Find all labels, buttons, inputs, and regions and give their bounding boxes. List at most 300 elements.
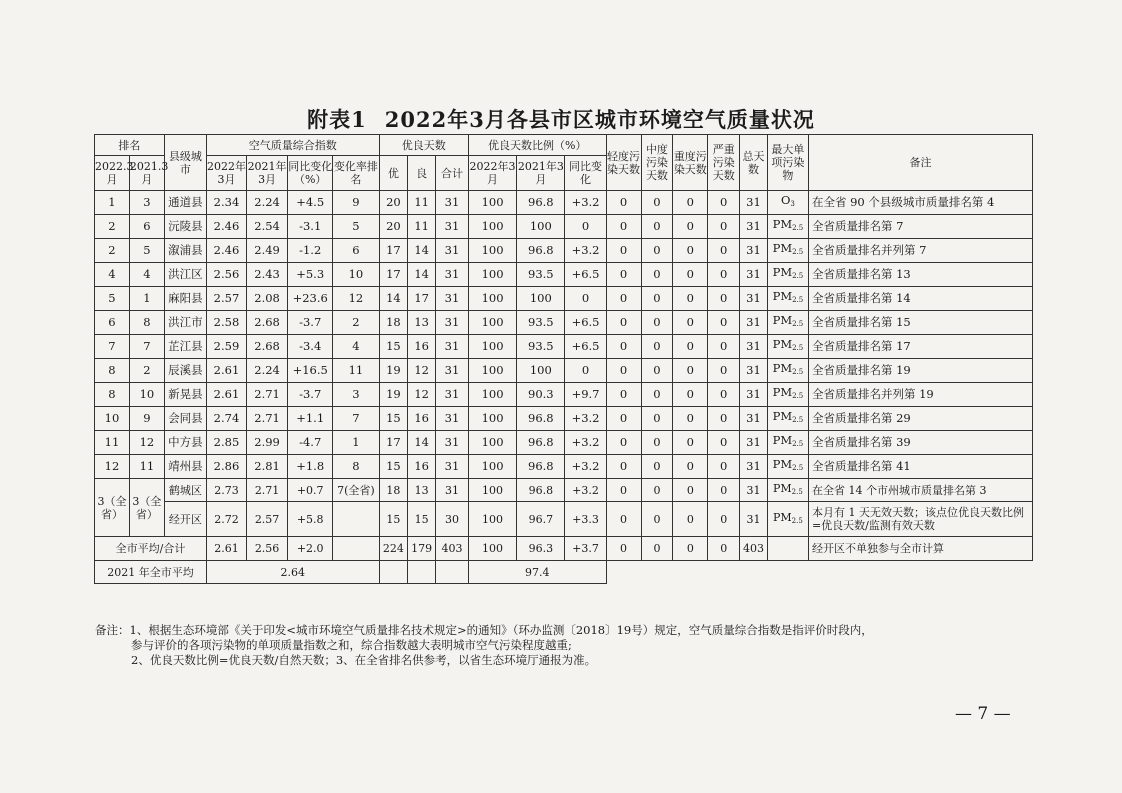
cell-total: 30	[436, 502, 469, 537]
cell-pollutant: $PM_{2.5}$	[767, 383, 808, 407]
cell-ratio-2022: 100	[468, 479, 516, 502]
cell-aqi-yoy: +23.6	[288, 287, 333, 311]
cell-city: 靖州县	[164, 455, 206, 479]
cell-rank-2021: 12	[129, 431, 164, 455]
cell-aqi-yoy: -4.7	[288, 431, 333, 455]
cell-light: 0	[606, 191, 641, 215]
cell-remark: 全省质量排名第 39	[808, 431, 1032, 455]
cell-aqi-2022: 2.46	[206, 239, 246, 263]
cell-excellent: 19	[379, 359, 408, 383]
air-quality-table	[94, 134, 1033, 584]
cell-severe: 0	[708, 407, 740, 431]
cell-total: 31	[436, 311, 469, 335]
cell-ratio-yoy: 0	[565, 359, 606, 383]
cell-heavy: 0	[673, 191, 708, 215]
cell-ratio-2021: 93.5	[517, 311, 565, 335]
cell-rank-2022: 1	[95, 191, 130, 215]
cell-city: 麻阳县	[164, 287, 206, 311]
cell-severe: 0	[708, 215, 740, 239]
cell-aqi-2022: 2.86	[206, 455, 246, 479]
table-row	[95, 335, 1033, 359]
cell-moderate: 0	[641, 502, 673, 537]
cell-total-days: 31	[740, 359, 768, 383]
header-ratio-2022: 2022年3月	[468, 156, 516, 191]
cell-rate-rank: 11	[333, 359, 379, 383]
average-label: 全市平均/合计	[95, 537, 207, 561]
cell-city: 溆浦县	[164, 239, 206, 263]
cell-aqi-yoy: +1.8	[288, 455, 333, 479]
page-title	[0, 104, 1122, 134]
cell-ratio-2022: 100	[468, 431, 516, 455]
cell-aqi-yoy: -3.4	[288, 335, 333, 359]
cell-rank-2022: 5	[95, 287, 130, 311]
cell-rate-rank	[333, 502, 379, 537]
header-aqi-group: 空气质量综合指数	[206, 135, 379, 156]
cell-aqi-yoy: +5.3	[288, 263, 333, 287]
header-county: 县级城市	[164, 135, 206, 191]
cell-city: 通道县	[164, 191, 206, 215]
cell-total: 31	[436, 359, 469, 383]
cell-pollutant: $PM_{2.5}$	[767, 431, 808, 455]
cell-ratio-2022: 100	[468, 383, 516, 407]
cell-ratio-2021: 100	[517, 359, 565, 383]
avg2021-empty	[408, 561, 436, 584]
footnote	[95, 623, 1035, 668]
cell-city: 新晃县	[164, 383, 206, 407]
header-aqi-2021: 2021年3月	[247, 156, 288, 191]
cell-ratio-2021: 96.8	[517, 431, 565, 455]
cell-aqi-yoy: -1.2	[288, 239, 333, 263]
cell-remark: 全省质量排名并列第 7	[808, 239, 1032, 263]
cell-total-days: 31	[740, 311, 768, 335]
cell-severe: 0	[708, 431, 740, 455]
avg-pollutant	[767, 537, 808, 561]
cell-aqi-2022: 2.57	[206, 287, 246, 311]
cell-rank-2021: 4	[129, 263, 164, 287]
cell-light: 0	[606, 479, 641, 502]
footnote-line1: 备注：1、根据生态环境部《关于印发<城市环境空气质量排名技术规定>的通知》（环办监测〔2018〕19号）规定，空气质量综合指数是指评价时段内，	[95, 623, 873, 637]
cell-moderate: 0	[641, 407, 673, 431]
cell-ratio-yoy: +6.5	[565, 263, 606, 287]
cell-aqi-2021: 2.68	[247, 311, 288, 335]
cell-excellent: 17	[379, 239, 408, 263]
header-ratio-yoy: 同比变化	[565, 156, 606, 191]
cell-ratio-2021: 100	[517, 287, 565, 311]
cell-severe: 0	[708, 455, 740, 479]
cell-ratio-yoy: 0	[565, 215, 606, 239]
table-row	[95, 383, 1033, 407]
cell-excellent: 15	[379, 455, 408, 479]
cell-light: 0	[606, 455, 641, 479]
cell-total: 31	[436, 335, 469, 359]
cell-good: 14	[408, 263, 436, 287]
cell-ratio-2021: 96.8	[517, 191, 565, 215]
cell-remark: 全省质量排名并列第 19	[808, 383, 1032, 407]
table-row	[95, 455, 1033, 479]
cell-heavy: 0	[673, 239, 708, 263]
cell-good: 16	[408, 335, 436, 359]
cell-rank-2021: 7	[129, 335, 164, 359]
cell-total-days: 31	[740, 479, 768, 502]
cell-rank-2021: 9	[129, 407, 164, 431]
title-main: 2022年3月各县市区城市环境空气质量状况	[384, 107, 815, 132]
cell-ratio-2022: 100	[468, 287, 516, 311]
header-excellent: 优	[379, 156, 408, 191]
cell-good: 15	[408, 502, 436, 537]
cell-aqi-2021: 2.71	[247, 407, 288, 431]
cell-aqi-2022: 2.56	[206, 263, 246, 287]
cell-pollutant: $PM_{2.5}$	[767, 239, 808, 263]
cell-remark: 全省质量排名第 14	[808, 287, 1032, 311]
avg-ratio-yoy: +3.7	[565, 537, 606, 561]
cell-ratio-yoy: 0	[565, 287, 606, 311]
avg2021-label: 2021 年全市平均	[95, 561, 207, 584]
cell-light: 0	[606, 263, 641, 287]
header-light: 轻度污染天数	[606, 135, 641, 191]
cell-aqi-2021: 2.54	[247, 215, 288, 239]
cell-heavy: 0	[673, 431, 708, 455]
cell-light: 0	[606, 215, 641, 239]
cell-light: 0	[606, 311, 641, 335]
cell-ratio-2022: 100	[468, 335, 516, 359]
header-good: 良	[408, 156, 436, 191]
cell-ratio-2022: 100	[468, 502, 516, 537]
cell-total: 31	[436, 263, 469, 287]
cell-light: 0	[606, 359, 641, 383]
footnote-line2: 参与评价的各项污染物的单项质量指数之和，综合指数越大表明城市空气污染程度越重;	[131, 638, 572, 652]
cell-excellent: 15	[379, 335, 408, 359]
avg-aqi-yoy: +2.0	[288, 537, 333, 561]
cell-moderate: 0	[641, 215, 673, 239]
cell-moderate: 0	[641, 479, 673, 502]
cell-ratio-2022: 100	[468, 191, 516, 215]
cell-total: 31	[436, 479, 469, 502]
avg-light: 0	[606, 537, 641, 561]
avg-severe: 0	[708, 537, 740, 561]
cell-light: 0	[606, 287, 641, 311]
cell-moderate: 0	[641, 431, 673, 455]
cell-total: 31	[436, 407, 469, 431]
header-ratio-2021: 2021年3月	[517, 156, 565, 191]
cell-ratio-yoy: +9.7	[565, 383, 606, 407]
avg-heavy: 0	[673, 537, 708, 561]
table-row	[95, 407, 1033, 431]
cell-ratio-2021: 96.8	[517, 479, 565, 502]
cell-rank-2022: 8	[95, 359, 130, 383]
cell-aqi-2021: 2.99	[247, 431, 288, 455]
cell-rank-2021: 8	[129, 311, 164, 335]
header-heavy: 重度污染天数	[673, 135, 708, 191]
cell-ratio-2022: 100	[468, 359, 516, 383]
cell-ratio-2022: 100	[468, 215, 516, 239]
cell-ratio-yoy: +3.2	[565, 479, 606, 502]
cell-rank-2022: 2	[95, 239, 130, 263]
header-max-pollutant: 最大单项污染物	[767, 135, 808, 191]
table-row	[95, 287, 1033, 311]
cell-moderate: 0	[641, 239, 673, 263]
cell-aqi-2022: 2.61	[206, 383, 246, 407]
cell-aqi-2021: 2.24	[247, 191, 288, 215]
cell-rank-2021: 10	[129, 383, 164, 407]
cell-moderate: 0	[641, 383, 673, 407]
cell-light: 0	[606, 431, 641, 455]
cell-ratio-yoy: +6.5	[565, 335, 606, 359]
cell-severe: 0	[708, 383, 740, 407]
cell-severe: 0	[708, 502, 740, 537]
cell-moderate: 0	[641, 311, 673, 335]
avg-rate-rank	[333, 537, 379, 561]
special-rank-2022: 3（全省）	[95, 479, 130, 537]
cell-light: 0	[606, 239, 641, 263]
cell-total-days: 31	[740, 383, 768, 407]
cell-aqi-2022: 2.74	[206, 407, 246, 431]
cell-rank-2021: 1	[129, 287, 164, 311]
cell-aqi-yoy: -3.7	[288, 311, 333, 335]
cell-good: 13	[408, 479, 436, 502]
cell-ratio-yoy: +6.5	[565, 311, 606, 335]
cell-rate-rank: 5	[333, 215, 379, 239]
cell-ratio-2021: 96.8	[517, 239, 565, 263]
cell-pollutant: $O_3$	[767, 191, 808, 215]
cell-ratio-2021: 100	[517, 215, 565, 239]
cell-rate-rank: 1	[333, 431, 379, 455]
cell-aqi-2022: 2.58	[206, 311, 246, 335]
cell-ratio-2021: 96.8	[517, 407, 565, 431]
cell-heavy: 0	[673, 359, 708, 383]
cell-city: 鹤城区	[164, 479, 206, 502]
cell-moderate: 0	[641, 455, 673, 479]
cell-good: 16	[408, 455, 436, 479]
avg-good: 179	[408, 537, 436, 561]
cell-rate-rank: 2	[333, 311, 379, 335]
special-rank-2021: 3（全省）	[129, 479, 164, 537]
cell-pollutant: $PM_{2.5}$	[767, 311, 808, 335]
cell-aqi-2021: 2.71	[247, 383, 288, 407]
cell-rate-rank: 3	[333, 383, 379, 407]
cell-excellent: 17	[379, 263, 408, 287]
cell-remark: 本月有 1 天无效天数；该点位优良天数比例=优良天数/监测有效天数	[808, 502, 1032, 537]
cell-ratio-yoy: +3.2	[565, 191, 606, 215]
cell-aqi-yoy: +1.1	[288, 407, 333, 431]
cell-heavy: 0	[673, 215, 708, 239]
cell-pollutant: $PM_{2.5}$	[767, 287, 808, 311]
cell-aqi-2021: 2.24	[247, 359, 288, 383]
cell-ratio-2021: 96.7	[517, 502, 565, 537]
cell-total-days: 31	[740, 335, 768, 359]
cell-total-days: 31	[740, 215, 768, 239]
cell-heavy: 0	[673, 455, 708, 479]
cell-good: 14	[408, 239, 436, 263]
avg-total: 403	[436, 537, 469, 561]
cell-rank-2022: 4	[95, 263, 130, 287]
cell-rank-2022: 7	[95, 335, 130, 359]
cell-ratio-2022: 100	[468, 311, 516, 335]
cell-total-days: 31	[740, 407, 768, 431]
cell-moderate: 0	[641, 359, 673, 383]
cell-total-days: 31	[740, 263, 768, 287]
cell-city: 经开区	[164, 502, 206, 537]
header-total-days: 总天数	[740, 135, 768, 191]
cell-ratio-yoy: +3.2	[565, 239, 606, 263]
cell-total: 31	[436, 239, 469, 263]
cell-ratio-yoy: +3.2	[565, 431, 606, 455]
cell-remark: 全省质量排名第 15	[808, 311, 1032, 335]
cell-moderate: 0	[641, 287, 673, 311]
cell-aqi-yoy: -3.1	[288, 215, 333, 239]
cell-excellent: 18	[379, 479, 408, 502]
cell-rate-rank: 7(全省)	[333, 479, 379, 502]
table-row	[95, 359, 1033, 383]
cell-light: 0	[606, 383, 641, 407]
cell-remark: 全省质量排名第 19	[808, 359, 1032, 383]
avg-total-days: 403	[740, 537, 768, 561]
cell-excellent: 20	[379, 215, 408, 239]
cell-aqi-2022: 2.73	[206, 479, 246, 502]
cell-good: 16	[408, 407, 436, 431]
cell-city: 沅陵县	[164, 215, 206, 239]
cell-severe: 0	[708, 479, 740, 502]
cell-total-days: 31	[740, 239, 768, 263]
cell-ratio-2021: 96.8	[517, 455, 565, 479]
cell-total: 31	[436, 383, 469, 407]
cell-rank-2022: 6	[95, 311, 130, 335]
cell-aqi-2022: 2.61	[206, 359, 246, 383]
cell-aqi-2022: 2.34	[206, 191, 246, 215]
cell-good: 13	[408, 311, 436, 335]
cell-severe: 0	[708, 191, 740, 215]
cell-total-days: 31	[740, 455, 768, 479]
page-number: — 7 —	[955, 704, 1011, 724]
cell-pollutant: $PM_{2.5}$	[767, 335, 808, 359]
cell-remark: 全省质量排名第 17	[808, 335, 1032, 359]
header-ratio-group: 优良天数比例（%）	[468, 135, 606, 156]
header-rank-2021: 2021.3月	[129, 156, 164, 191]
cell-aqi-yoy: +4.5	[288, 191, 333, 215]
cell-city: 会同县	[164, 407, 206, 431]
cell-aqi-yoy: +5.8	[288, 502, 333, 537]
cell-ratio-yoy: +3.2	[565, 455, 606, 479]
cell-excellent: 15	[379, 502, 408, 537]
cell-ratio-2021: 93.5	[517, 263, 565, 287]
avg2021-aqi: 2.64	[206, 561, 379, 584]
cell-rate-rank: 10	[333, 263, 379, 287]
cell-heavy: 0	[673, 383, 708, 407]
cell-pollutant: $PM_{2.5}$	[767, 479, 808, 502]
cell-rank-2021: 6	[129, 215, 164, 239]
cell-heavy: 0	[673, 502, 708, 537]
cell-severe: 0	[708, 311, 740, 335]
cell-moderate: 0	[641, 191, 673, 215]
cell-heavy: 0	[673, 287, 708, 311]
cell-aqi-2022: 2.72	[206, 502, 246, 537]
cell-aqi-2021: 2.68	[247, 335, 288, 359]
cell-good: 12	[408, 359, 436, 383]
cell-remark: 全省质量排名第 13	[808, 263, 1032, 287]
cell-rate-rank: 8	[333, 455, 379, 479]
cell-remark: 全省质量排名第 7	[808, 215, 1032, 239]
cell-rate-rank: 9	[333, 191, 379, 215]
header-aqi-yoy: 同比变化（%）	[288, 156, 333, 191]
cell-remark: 全省质量排名第 29	[808, 407, 1032, 431]
cell-rank-2022: 11	[95, 431, 130, 455]
cell-rate-rank: 12	[333, 287, 379, 311]
avg-ratio-2021: 96.3	[517, 537, 565, 561]
cell-total-days: 31	[740, 191, 768, 215]
cell-city: 辰溪县	[164, 359, 206, 383]
cell-moderate: 0	[641, 263, 673, 287]
cell-aqi-2022: 2.85	[206, 431, 246, 455]
cell-severe: 0	[708, 359, 740, 383]
cell-rank-2022: 10	[95, 407, 130, 431]
cell-ratio-2022: 100	[468, 239, 516, 263]
avg-aqi-2021: 2.56	[247, 537, 288, 561]
cell-heavy: 0	[673, 263, 708, 287]
avg-aqi-2022: 2.61	[206, 537, 246, 561]
header-severe: 严重污染天数	[708, 135, 740, 191]
cell-severe: 0	[708, 263, 740, 287]
cell-total: 31	[436, 287, 469, 311]
cell-rank-2021: 2	[129, 359, 164, 383]
cell-rank-2021: 11	[129, 455, 164, 479]
cell-city: 洪江区	[164, 263, 206, 287]
cell-pollutant: $PM_{2.5}$	[767, 407, 808, 431]
cell-ratio-2022: 100	[468, 407, 516, 431]
avg-excellent: 224	[379, 537, 408, 561]
cell-total: 31	[436, 431, 469, 455]
cell-excellent: 20	[379, 191, 408, 215]
cell-city: 芷江县	[164, 335, 206, 359]
cell-aqi-yoy: +16.5	[288, 359, 333, 383]
cell-rank-2022: 2	[95, 215, 130, 239]
avg2021-empty	[379, 561, 408, 584]
header-remark: 备注	[808, 135, 1032, 191]
cell-rate-rank: 4	[333, 335, 379, 359]
cell-good: 12	[408, 383, 436, 407]
table-row	[95, 191, 1033, 215]
cell-severe: 0	[708, 335, 740, 359]
header-rank: 排名	[95, 135, 165, 156]
cell-light: 0	[606, 407, 641, 431]
cell-severe: 0	[708, 287, 740, 311]
cell-heavy: 0	[673, 335, 708, 359]
cell-rank-2022: 8	[95, 383, 130, 407]
cell-city: 中方县	[164, 431, 206, 455]
cell-severe: 0	[708, 239, 740, 263]
cell-aqi-2021: 2.71	[247, 479, 288, 502]
cell-excellent: 17	[379, 431, 408, 455]
title-prefix: 附表1	[307, 107, 367, 132]
cell-aqi-2021: 2.81	[247, 455, 288, 479]
cell-aqi-2021: 2.43	[247, 263, 288, 287]
cell-rank-2021: 5	[129, 239, 164, 263]
avg-moderate: 0	[641, 537, 673, 561]
cell-good: 17	[408, 287, 436, 311]
cell-total-days: 31	[740, 502, 768, 537]
avg-remark: 经开区不单独参与全市计算	[808, 537, 1032, 561]
cell-excellent: 15	[379, 407, 408, 431]
cell-ratio-2021: 90.3	[517, 383, 565, 407]
cell-ratio-2022: 100	[468, 455, 516, 479]
header-rank-2022: 2022.3月	[95, 156, 130, 191]
cell-city: 洪江市	[164, 311, 206, 335]
cell-total: 31	[436, 191, 469, 215]
table-row	[95, 311, 1033, 335]
cell-excellent: 18	[379, 311, 408, 335]
cell-excellent: 19	[379, 383, 408, 407]
header-aqi-rate-rank: 变化率排名	[333, 156, 379, 191]
cell-ratio-2022: 100	[468, 263, 516, 287]
cell-aqi-2021: 2.57	[247, 502, 288, 537]
